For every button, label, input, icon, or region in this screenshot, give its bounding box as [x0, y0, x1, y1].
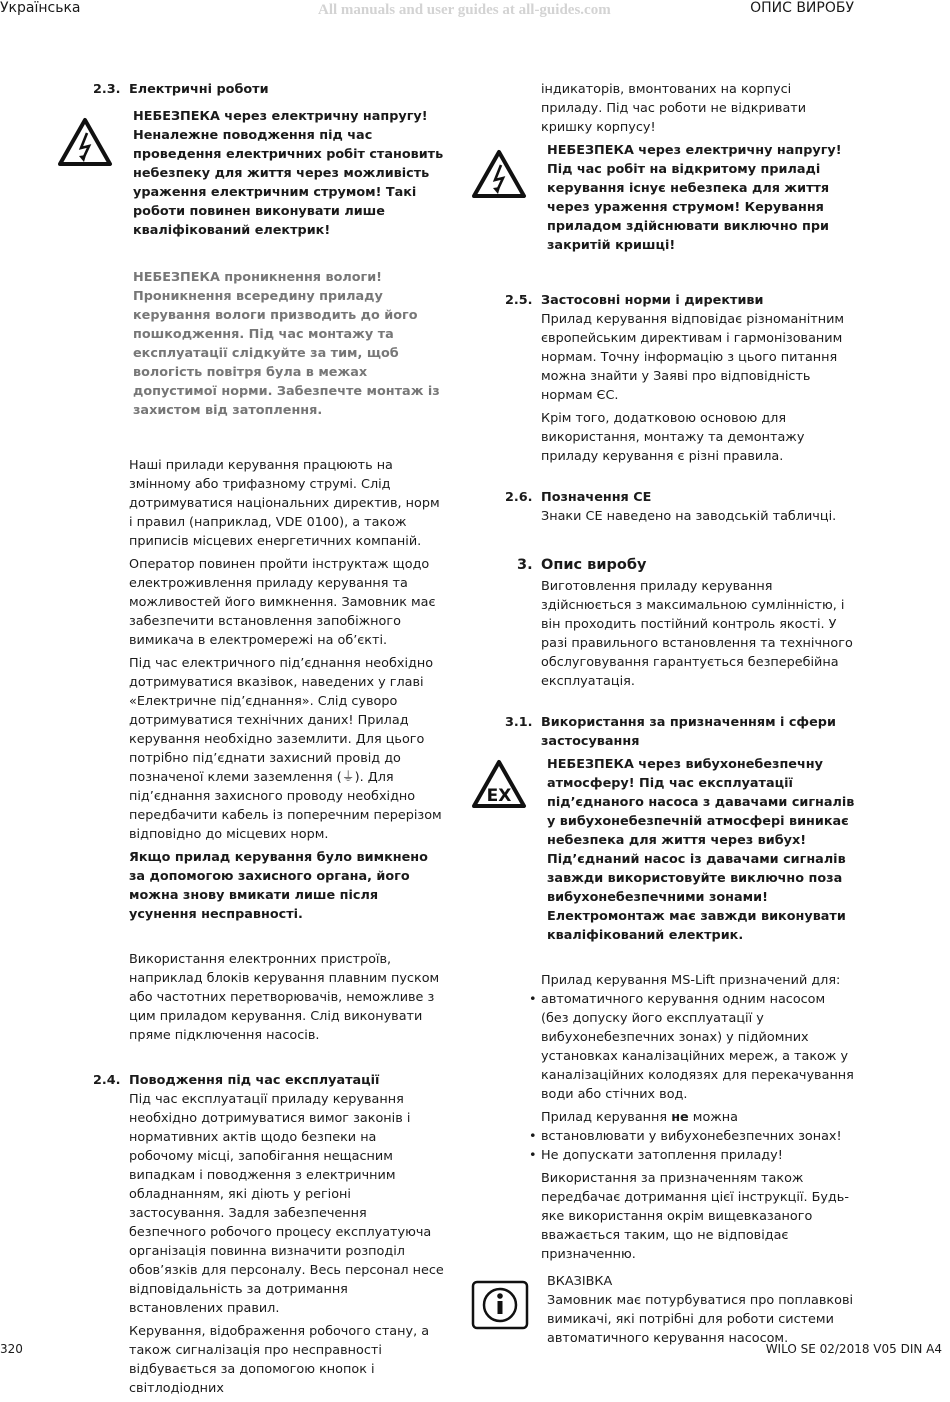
paragraph: Виготовлення приладу керування здійснюється з максимальною сумлінністю, і він проходить постійний контроль якості. У разі правильного встановлення та технічного обслуговування гарантується безперебійна експлуатація.	[541, 579, 853, 689]
section-number: 3.	[517, 557, 533, 573]
section-title: Застосовні норми і директиви	[541, 293, 764, 308]
section-title: Використання за призначенням і сфери застосування	[541, 715, 836, 749]
paragraph: Крім того, додатковою основою для використання, монтажу та демонтажу приладу керування є різні правила.	[541, 411, 805, 464]
paragraph: Під час експлуатації приладу керування необхідно дотримуватися вимог законів і нормативних актів щодо безпеки на робочому місці, запобігання нещасним випадкам і поводження з електричним обладнанням, які діють у регіоні застосування. Задля забезпечення безпечного робочого процесу експлуатуюча організація повинна визначити розподіл обов’язків для персоналу. Весь персонал несе відповідальність за дотримання встановлених правил.	[129, 1092, 444, 1316]
section-3-heading	[517, 556, 856, 575]
high-voltage-warning-icon	[471, 149, 527, 199]
page-number: 320	[0, 1342, 23, 1356]
paragraph: Під час електричного під’єднання необхідно дотримуватися вказівок, наведених у главі «Електричне під’єднання». Слід суворо дотримуватися технічних даних! Прилад керування необхідно заземлити. Для цього потрібно під’єднати захисний провід до позначеної клеми заземлення (⏚). Для під’єднання захисного проводу необхідно передбачити кабель із поперечним перерізом відповідно до місцевих норм.	[129, 656, 442, 842]
paragraph: індикаторів, вмонтованих на корпусі приладу. Під час роботи не відкривати кришку корпусу!	[541, 82, 807, 135]
paragraph: Прилад керування відповідає різноманітним європейським директивам і гармонізованим нормам. Точну інформацію з цього питання можна знайти у Заяві про відповідність нормам ЄС.	[541, 312, 845, 403]
paragraph: Використання електронних пристроїв, наприклад блоків керування плавним пуском або частотних перетворювачів, неможливе з цим приладом керування. Слід виконувати пряме підключення насосів.	[129, 952, 440, 1043]
warning-moisture	[133, 268, 444, 420]
document-info: WILO SE 02/2018 V05 DIN A4	[765, 1342, 942, 1356]
section-number: 2.4.	[93, 1073, 121, 1088]
section-title: Поводження під час експлуатації	[129, 1073, 380, 1088]
paragraph: Використання за призначенням також передбачає дотримання цієї інструкції. Будь-яке використання окрім вищевказаного вважається таким, що не відповідає призначенню.	[541, 1171, 849, 1262]
header-section-title: ОПИС ВИРОБУ	[750, 0, 854, 16]
section-title: Позначення CE	[541, 490, 652, 505]
header-language: Українська	[0, 0, 81, 16]
section-2-5-heading	[505, 291, 856, 310]
usage-list	[541, 990, 856, 1104]
warning-open-device	[547, 141, 856, 255]
section-number: 2.3.	[93, 82, 121, 97]
paragraph	[541, 1108, 856, 1127]
list-item: • встановлювати у вибухонебезпечних зонах!	[541, 1127, 856, 1146]
section-2-6-heading	[505, 488, 856, 507]
warning-text: НЕБЕЗПЕКА через вибухонебезпечну атмосферу! Під час експлуатації під’єднаного насоса з давачами сигналів у вибухонебезпечній атмосфері виникає небезпека для життя через вибух! Під’єднаний насос із давачами сигналів завжди використовуйте виключно поза вибухонебезпечними зонами! Електромонтаж має завжди виконувати кваліфікований електрик.	[547, 757, 855, 943]
high-voltage-warning-icon	[57, 117, 113, 167]
emphasis: не	[671, 1110, 689, 1125]
text: можна	[688, 1110, 739, 1125]
paragraph: Прилад керування MS-Lift призначений для:	[541, 973, 841, 988]
note-title: ВКАЗІВКА	[547, 1274, 613, 1289]
paragraph: Знаки CE наведено на заводській табличці.	[541, 509, 837, 524]
section-number: 2.5.	[505, 293, 533, 308]
section-title: Електричні роботи	[129, 82, 269, 97]
header-watermark: All manuals and user guides at all-guides.com	[318, 2, 611, 18]
ex-label: EX	[486, 786, 512, 806]
info-note-icon	[471, 1280, 529, 1330]
section-number: 3.1.	[505, 715, 533, 730]
warning-electrical	[133, 107, 444, 240]
note-text: Замовник має потурбуватися про поплавкові вимикачі, які потрібні для роботи системи автоматичного керування насосом.	[547, 1293, 854, 1346]
warning-text: НЕБЕЗПЕКА через електричну напругу! Під час робіт на відкритому приладі керування існує небезпека для життя через ураження струмом! Керування приладом здійснювати виключно при закритій кришці!	[547, 143, 842, 253]
paragraph: Наші прилади керування працюють на змінному або трифазному струмі. Слід дотримуватися національних директив, норм і правил (наприклад, VDE 0100), а також приписів місцевих енергетичних компаній.	[129, 458, 440, 549]
explosion-hazard-icon	[471, 759, 527, 809]
warning-text: НЕБЕЗПЕКА через електричну напругу! Неналежне поводження під час проведення електричних робіт становить небезпеку для життя через можливість ураження електричним струмом! Такі роботи повинен виконувати лише кваліфікований електрик!	[133, 109, 444, 238]
section-3-1-heading	[505, 713, 856, 751]
left-column	[93, 80, 444, 1402]
right-column	[486, 80, 856, 1348]
text: Прилад керування	[541, 1110, 672, 1125]
section-2-4-heading	[93, 1071, 444, 1090]
prohibition-list	[541, 1127, 856, 1165]
section-2-3-heading	[93, 80, 444, 99]
section-number: 2.6.	[505, 490, 533, 505]
list-item: • автоматичного керування одним насосом (без допуску його експлуатації у вибухонебезпечних зонах) у підйомних установках каналізаційних мереж, а також у каналізаційних колодязях для перекачування води або стічних вод.	[541, 990, 856, 1104]
paragraph: Оператор повинен пройти інструктаж щодо електроживлення приладу керування та можливостей його вимкнення. Замовник має забезпечити встановлення запобіжного вимикача в електромережі на об’єкті.	[129, 557, 436, 648]
paragraph: Керування, відображення робочого стану, а також сигналізація про несправності відбувається за допомогою кнопок і світлодіодних	[129, 1324, 430, 1396]
list-item: • Не допускати затоплення приладу!	[541, 1146, 856, 1165]
bold-paragraph: Якщо прилад керування було вимкнено за допомогою захисного органа, його можна знову вмикати лише після усунення несправності.	[129, 850, 428, 922]
note-block	[547, 1272, 856, 1348]
warning-explosion	[486, 755, 856, 945]
warning-text: НЕБЕЗПЕКА проникнення вологи! Проникнення всередину приладу керування вологи призводить до його пошкодження. Під час монтажу та експлуатації слідкуйте за тим, щоб вологість повітря була в межах допустимої норми. Забезпечте монтаж із захистом від затоплення.	[133, 270, 440, 418]
section-title: Опис виробу	[541, 557, 647, 573]
